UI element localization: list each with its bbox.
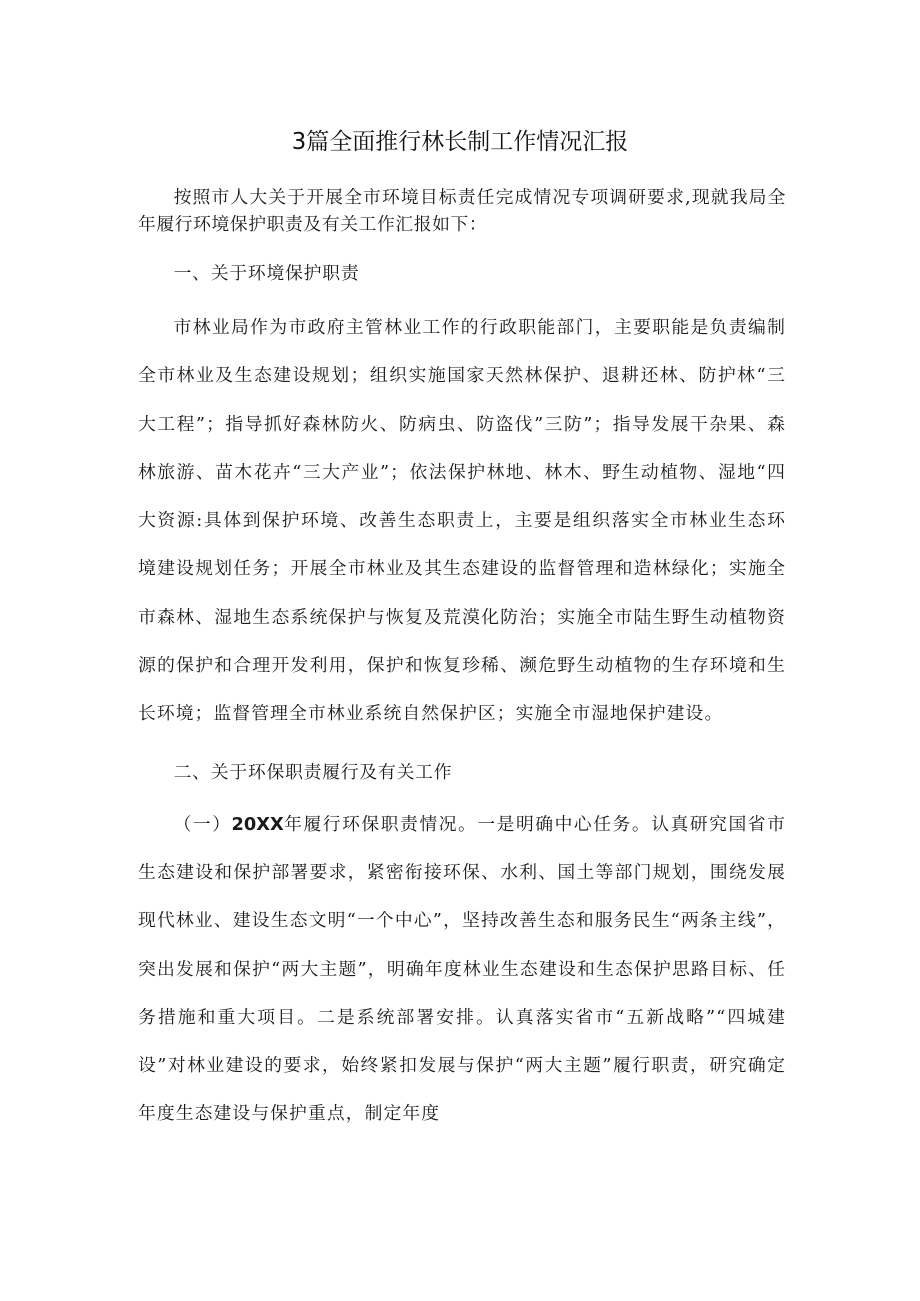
document-title: 3篇全面推行林长制工作情况汇报	[291, 129, 629, 155]
intro-paragraph: 按照市人大关于开展全市环境目标责任完成情况专项调研要求,现就我局全年履行环境保护职责及有关工作汇报如下：	[138, 187, 786, 235]
section1-body: 市林业局作为市政府主管林业工作的行政职能部门，主要职能是负责编制全市林业及生态建设规划；组织实施国家天然林保护、退耕还林、防护林“三大工程”；指导抓好森林防火、防病虫、防盗伐”三防”；指导发展干杂果、森林旅游、苗木花卉“三大产业”；依法保护林地、林木、野生动植物、湿地“四大资源:具体到保护环境、改善生态职责上，主要是组织落实全市林业生态环境建设规划任务；开展全市林业及其生态建设的监督管理和造林绿化；实施全市森林、湿地生态系统保护与恢复及荒漠化防治；实施全市陆生野生动植物资源的保护和合理开发利用，保护和恢复珍稀、濒危野生动植物的生存环境和生长环境；监督管理全市林业系统自然保护区；实施全市湿地保护建设。	[138, 317, 786, 725]
subsection-body: 年履行环保职责情况。一是明确中心任务。认真研究国省市生态建设和保护部署要求，紧密衔接环保、水利、国土等部门规划，围绕发展现代林业、建设生态文明“一个中心”，坚持改善生态和服务民生“两条主线”，突出发展和保护“两大主题”，明确年度林业生态建设和生态保护思路目标、任务措施和重大项目。二是系统部署安排。认真落实省市“五新战略”“四城建设”对林业建设的要求，始终紧扣发展与保护“两大主题”履行职责，研究确定年度生态建设与保护重点，制定年度	[138, 813, 786, 1125]
section2-subsection	[138, 801, 786, 1139]
section2-heading: 二、关于环保职责履行及有关工作	[173, 761, 453, 783]
subsection-year: 20XX	[231, 813, 284, 835]
document-body	[138, 184, 786, 1139]
subsection-prefix: （一）	[173, 813, 232, 835]
section1-heading: 一、关于环境保护职责	[173, 263, 360, 284]
